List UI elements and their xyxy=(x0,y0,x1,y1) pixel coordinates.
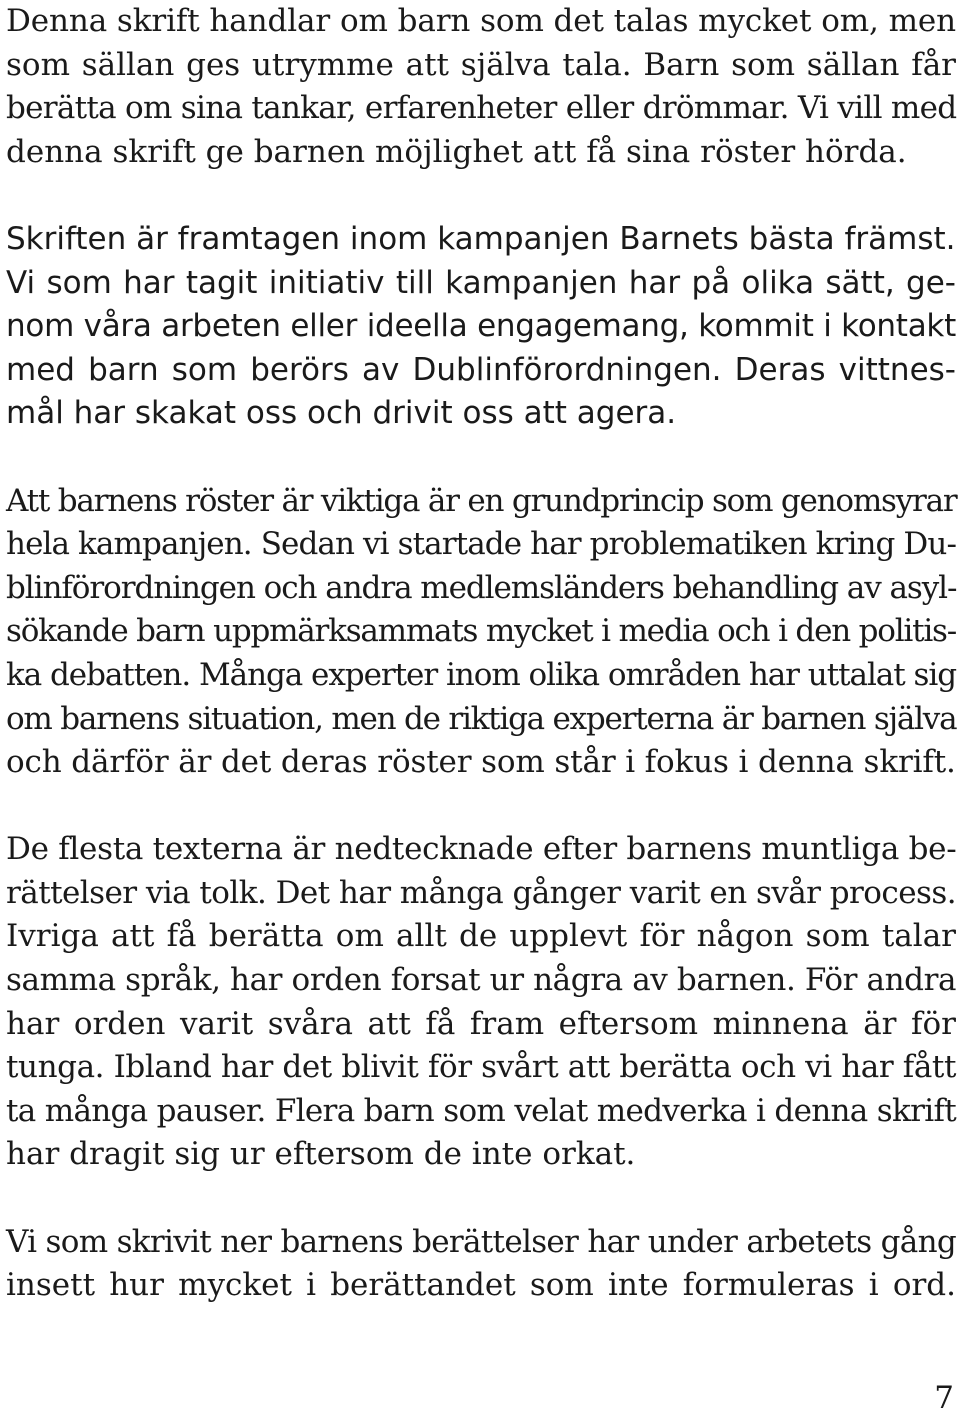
text-line: ta många pauser. Flera barn som velat medverka i denna skrift xyxy=(6,1092,956,1129)
text-line: har dragit sig ur eftersom de inte orkat. xyxy=(6,1136,636,1173)
text-line: Denna skrift handlar om barn som det talas mycket om, men xyxy=(6,3,956,39)
text-line: samma språk, har orden forsat ur några av barnen. För andra xyxy=(6,962,957,999)
text-line: mål har skakat oss och drivit oss att agera. xyxy=(6,395,677,432)
text-line: och därför är det deras röster som står i fokus i denna skrift. xyxy=(6,744,956,781)
text-line: hela kampanjen. Sedan vi startade har problematiken kring Du- xyxy=(6,526,957,563)
text-line: denna skrift ge barnen möjlighet att få sina röster hörda. xyxy=(6,133,907,170)
text-line: tunga. Ibland har det blivit för svårt att berätta och vi har fått xyxy=(6,1049,956,1086)
text-line: nom våra arbeten eller ideella engagemang, kommit i kontakt xyxy=(6,308,956,345)
paragraph-3 xyxy=(6,480,956,785)
text-line: Skriften är framtagen inom kampanjen Barnets bästa främst. xyxy=(6,220,956,257)
text-line: sökande barn uppmärksammats mycket i media och i den politis- xyxy=(6,613,956,650)
text-line: insett hur mycket i berättandet som inte formuleras i ord. xyxy=(6,1267,956,1304)
text-column xyxy=(6,0,956,1308)
text-line: rättelser via tolk. Det har många gånger varit en svår process. xyxy=(6,874,956,911)
paragraph-1 xyxy=(6,0,956,174)
paragraph-2 xyxy=(6,218,956,436)
text-line: De flesta texterna är nedtecknade efter barnens muntliga be- xyxy=(6,831,957,868)
paragraph-5 xyxy=(6,1221,956,1308)
text-line: Vi som skrivit ner barnens berättelser har under arbetets gång xyxy=(6,1223,956,1260)
text-line: med barn som berörs av Dublinförordningen. Deras vittnes- xyxy=(6,351,956,388)
text-line: Att barnens röster är viktiga är en grundprincip som genomsyrar xyxy=(6,482,957,519)
text-line: Ivriga att få berätta om allt de upplevt för någon som talar xyxy=(6,918,956,955)
text-line: blinförordningen och andra medlemsländers behandling av asyl- xyxy=(6,569,957,606)
text-line: om barnens situation, men de riktiga experterna är barnen själva xyxy=(6,700,957,737)
paragraph-4 xyxy=(6,828,956,1177)
text-line: har orden varit svåra att få fram eftersom minnena är för xyxy=(6,1005,956,1042)
text-line: som sällan ges utrymme att själva tala. Barn som sällan får xyxy=(6,46,956,83)
text-line: Vi som har tagit initiativ till kampanjen har på olika sätt, ge- xyxy=(6,264,956,301)
text-line: berätta om sina tankar, erfarenheter eller drömmar. Vi vill med xyxy=(6,90,957,127)
page-number: 7 xyxy=(934,1380,954,1416)
text-line: ka debatten. Många experter inom olika områden har uttalat sig xyxy=(6,656,956,693)
